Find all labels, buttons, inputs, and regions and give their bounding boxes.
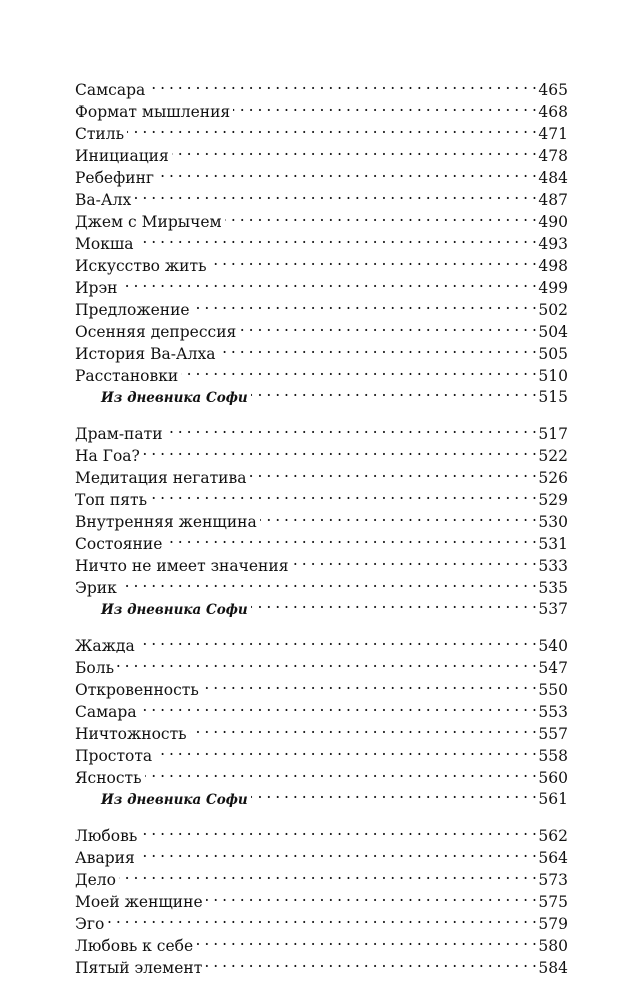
toc-entry-title: Любовь к себе xyxy=(75,937,194,955)
toc-entry[interactable] xyxy=(75,695,568,721)
toc-page-number: 505 xyxy=(538,345,568,363)
dot-leader xyxy=(145,761,537,783)
dot-leader xyxy=(190,717,537,739)
toc-page-number: 547 xyxy=(538,659,568,677)
toc-page-number: 580 xyxy=(538,937,568,955)
toc-page-number: 533 xyxy=(538,557,568,575)
toc-page-number: 517 xyxy=(538,425,568,443)
toc-entry-title: Моей женщине xyxy=(75,893,203,911)
toc-entry-title: Любовь xyxy=(75,827,138,845)
toc-page-number: 526 xyxy=(538,469,568,487)
toc-entry-title: Формат мышления xyxy=(75,103,231,121)
toc-entry-title: Откровенность xyxy=(75,681,199,699)
dot-leader xyxy=(233,95,536,117)
dot-leader xyxy=(117,651,536,673)
toc-entry-title: Ва-Алх xyxy=(75,191,132,209)
toc-entry[interactable] xyxy=(75,461,568,487)
toc-entry[interactable] xyxy=(75,885,568,911)
dot-leader xyxy=(138,841,537,863)
toc-page-number: 537 xyxy=(538,600,568,618)
toc-entry-title: Инициация xyxy=(75,147,169,165)
toc-page-number: 535 xyxy=(538,579,568,597)
toc-section xyxy=(75,417,568,618)
toc-page-number: 529 xyxy=(538,491,568,509)
dot-leader xyxy=(165,527,536,549)
dot-leader xyxy=(137,227,537,249)
toc-page-number: 558 xyxy=(538,747,568,765)
toc-page-number: 484 xyxy=(538,169,568,187)
toc-entry[interactable] xyxy=(75,863,568,889)
dot-leader xyxy=(120,271,536,293)
toc-entry-title: Самара xyxy=(75,703,137,721)
toc-page-number: 562 xyxy=(538,827,568,845)
toc-page-number: 575 xyxy=(538,893,568,911)
toc-page-number: 531 xyxy=(538,535,568,553)
toc-entry-title: Дело xyxy=(75,871,116,889)
toc-section xyxy=(75,629,568,808)
toc-entry-title: Стиль xyxy=(75,125,125,143)
dot-leader xyxy=(134,183,536,205)
toc-entry[interactable] xyxy=(75,571,568,597)
toc-entry-title: Авария xyxy=(75,849,135,867)
toc-entry-title: Ясность xyxy=(75,769,142,787)
toc-page-number: 560 xyxy=(538,769,568,787)
dot-leader xyxy=(251,593,537,614)
toc-page-number: 515 xyxy=(538,388,568,406)
toc-entry[interactable] xyxy=(75,117,568,143)
toc-entry-title: Простота xyxy=(75,747,153,765)
toc-entry[interactable] xyxy=(75,819,568,845)
dot-leader xyxy=(107,907,536,929)
toc-entry[interactable] xyxy=(75,95,568,121)
toc-page-number: 522 xyxy=(538,447,568,465)
dot-leader xyxy=(219,337,537,359)
toc-entry-title: На Гоа? xyxy=(75,447,140,465)
toc-entry-title: Мокша xyxy=(75,235,134,253)
toc-entry[interactable] xyxy=(75,249,568,275)
toc-page-number: 499 xyxy=(538,279,568,297)
toc-page-number: 540 xyxy=(538,637,568,655)
toc-entry-title: Ирэн xyxy=(75,279,118,297)
dot-leader xyxy=(148,73,536,95)
toc-entry-title: Состояние xyxy=(75,535,163,553)
toc-entry-title: Осенняя депрессия xyxy=(75,323,237,341)
toc-entry[interactable] xyxy=(75,227,568,253)
toc-page-number: 579 xyxy=(538,915,568,933)
toc-page-number: 557 xyxy=(538,725,568,743)
dot-leader xyxy=(155,739,536,761)
toc-entry-title: Джем с Мирычем xyxy=(75,213,222,231)
toc-entry[interactable] xyxy=(75,417,568,443)
dot-leader xyxy=(260,505,537,527)
toc-entry[interactable] xyxy=(75,673,568,699)
toc-entry-title: Ребефинг xyxy=(75,169,155,187)
toc-page-number: 504 xyxy=(538,323,568,341)
toc-page-number: 490 xyxy=(538,213,568,231)
toc-entry-title: Ничто не имеет значения xyxy=(75,557,289,575)
toc-entry[interactable] xyxy=(75,271,568,297)
dot-leader xyxy=(251,783,537,804)
toc-entry[interactable] xyxy=(75,651,568,677)
toc-entry[interactable] xyxy=(75,139,568,165)
dot-leader xyxy=(206,885,537,907)
toc-page-number: 564 xyxy=(538,849,568,867)
toc-entry[interactable] xyxy=(75,907,568,933)
toc-page-number: 498 xyxy=(538,257,568,275)
toc-subentry[interactable] xyxy=(75,783,568,808)
toc-entry-title: Пятый элемент xyxy=(75,959,203,977)
dot-leader xyxy=(193,293,537,315)
dot-leader xyxy=(172,139,537,161)
dot-leader xyxy=(143,439,537,461)
dot-leader xyxy=(251,381,537,402)
toc-entry[interactable] xyxy=(75,439,568,465)
toc-page-number: 478 xyxy=(538,147,568,165)
dot-leader xyxy=(205,951,536,973)
dot-leader xyxy=(249,461,536,483)
dot-leader xyxy=(120,571,537,593)
toc-page-number: 550 xyxy=(538,681,568,699)
toc-entry-title: Из дневника Софи xyxy=(101,792,248,808)
toc-entry-title: Внутренняя женщина xyxy=(75,513,257,531)
dot-leader xyxy=(119,863,536,885)
dot-leader xyxy=(127,117,536,139)
toc-page-number: 493 xyxy=(538,235,568,253)
toc-entry-title: Искусство жить xyxy=(75,257,207,275)
dot-leader xyxy=(225,205,537,227)
dot-leader xyxy=(202,673,537,695)
toc-entry-title: Расстановки xyxy=(75,367,179,385)
dot-leader xyxy=(140,819,536,841)
toc-page-number: 471 xyxy=(538,125,568,143)
toc-entry[interactable] xyxy=(75,717,568,743)
dot-leader xyxy=(138,629,537,651)
toc-entry-title: Топ пять xyxy=(75,491,148,509)
toc-page-number: 561 xyxy=(538,790,568,808)
toc-section xyxy=(75,819,568,977)
toc-page-number: 465 xyxy=(538,81,568,99)
toc-entry[interactable] xyxy=(75,761,568,787)
toc-entry-title: Боль xyxy=(75,659,115,677)
toc-page-number: 487 xyxy=(538,191,568,209)
toc-page-number: 468 xyxy=(538,103,568,121)
toc-entry-title: Ничтожность xyxy=(75,725,187,743)
toc-entry[interactable] xyxy=(75,183,568,209)
toc-entry[interactable] xyxy=(75,205,568,231)
toc-entry-title: Эго xyxy=(75,915,105,933)
toc-section xyxy=(75,73,568,406)
toc-page-number: 573 xyxy=(538,871,568,889)
toc-entry-title: Предложение xyxy=(75,301,190,319)
toc-entry-title: Из дневника Софи xyxy=(101,390,248,406)
dot-leader xyxy=(181,359,536,381)
toc-entry[interactable] xyxy=(75,929,568,955)
toc-subentry[interactable] xyxy=(75,593,568,618)
dot-leader xyxy=(210,249,537,271)
dot-leader xyxy=(239,315,536,337)
toc-entry-title: Эрик xyxy=(75,579,117,597)
toc-entry-title: Жажда xyxy=(75,637,135,655)
toc-entry[interactable] xyxy=(75,841,568,867)
toc-entry-title: Самсара xyxy=(75,81,146,99)
dot-leader xyxy=(166,417,537,439)
toc-entry-title: Драм-пати xyxy=(75,425,163,443)
toc-page-number: 502 xyxy=(538,301,568,319)
dot-leader xyxy=(150,483,536,505)
toc-entry-title: История Ва-Алха xyxy=(75,345,216,363)
toc-entry[interactable] xyxy=(75,73,568,99)
toc-entry[interactable] xyxy=(75,293,568,319)
table-of-contents xyxy=(75,73,568,977)
toc-entry-title: Медитация негатива xyxy=(75,469,247,487)
toc-page-number: 553 xyxy=(538,703,568,721)
dot-leader xyxy=(196,929,536,951)
dot-leader xyxy=(291,549,536,571)
toc-page-number: 530 xyxy=(538,513,568,531)
dot-leader xyxy=(140,695,537,717)
toc-entry[interactable] xyxy=(75,629,568,655)
toc-page-number: 510 xyxy=(538,367,568,385)
toc-page-number: 584 xyxy=(538,959,568,977)
toc-entry-title: Из дневника Софи xyxy=(101,602,248,618)
dot-leader xyxy=(157,161,536,183)
